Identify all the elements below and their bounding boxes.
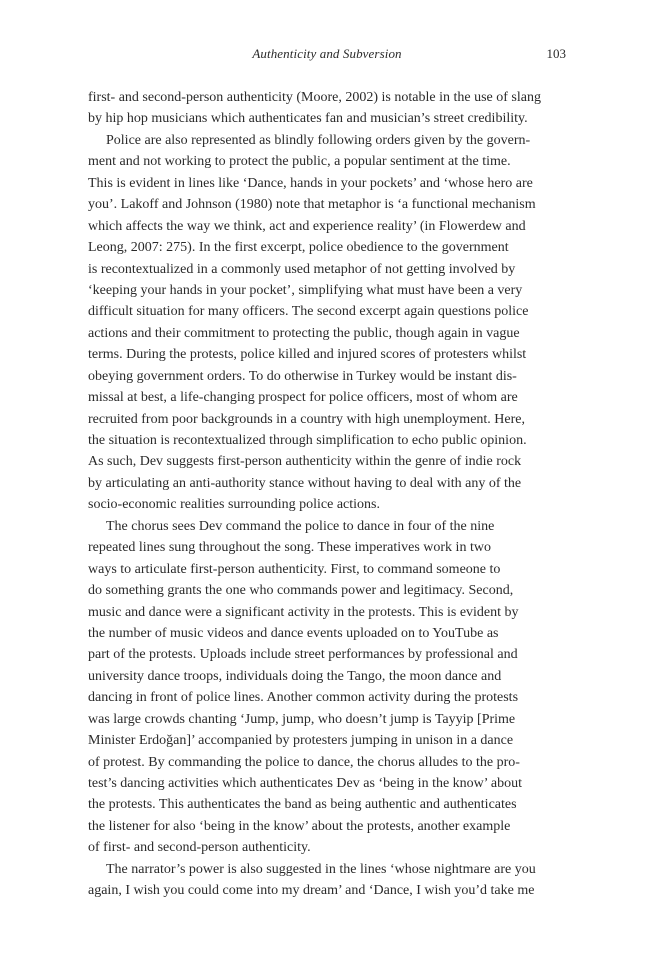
text-line: The chorus sees Dev command the police to dance in four of the nine <box>106 518 495 534</box>
text-line: the situation is recontextualized through simplification to echo public opinion. <box>88 433 527 448</box>
text-line: music and dance were a significant activity in the protests. This is evident by <box>88 604 519 620</box>
text-line: which affects the way we think, act and experience reality’ (in Flowerdew and <box>88 218 526 234</box>
text-line: obeying government orders. To do otherwise in Turkey would be instant dis- <box>88 368 517 384</box>
text-line: the listener for also ‘being in the know’ about the protests, another example <box>88 818 511 834</box>
text-line: socio-economic realities surrounding police actions. <box>88 497 380 513</box>
text-line: test’s dancing activities which authenticates Dev as ‘being in the know’ about <box>88 776 523 791</box>
body-text <box>88 87 566 902</box>
text-line: of protest. By commanding the police to dance, the chorus alludes to the pro- <box>88 754 520 770</box>
text-line: recruited from poor backgrounds in a country with high unemployment. Here, <box>88 411 525 427</box>
text-line: university dance troops, individuals doing the Tango, the moon dance and <box>88 668 502 684</box>
text-line: As such, Dev suggests first-person authenticity within the genre of indie rock <box>88 454 522 470</box>
text-line: again, I wish you could come into my dream’ and ‘Dance, I wish you’d take me <box>88 883 535 899</box>
text-line: missal at best, a life-changing prospect for police officers, most of whom are <box>88 390 518 406</box>
text-line: do something grants the one who commands power and legitimacy. Second, <box>88 583 514 599</box>
text-line: repeated lines sung throughout the song. These imperatives work in two <box>88 540 491 556</box>
text-line: ‘keeping your hands in your pocket’, simplifying what must have been a very <box>88 282 523 298</box>
text-line: difficult situation for many officers. The second excerpt again questions police <box>88 304 529 320</box>
text-line: is recontextualized in a commonly used metaphor of not getting involved by <box>88 261 516 277</box>
text-line: the protests. This authenticates the band as being authentic and authenticates <box>88 797 517 813</box>
text-line: Minister Erdoğan]’ accompanied by protesters jumping in unison in a dance <box>88 733 514 749</box>
text-line: of first- and second-person authenticity. <box>88 840 311 856</box>
text-line: part of the protests. Uploads include street performances by professional and <box>88 647 518 663</box>
text-line: Police are also represented as blindly following orders given by the govern- <box>106 132 531 148</box>
text-line: first- and second-person authenticity (Moore, 2002) is notable in the use of slang <box>88 90 541 105</box>
text-line: by articulating an anti-authority stance without having to deal with any of the <box>88 475 522 491</box>
text-line: by hip hop musicians which authenticates fan and musician’s street credibility. <box>88 111 528 127</box>
text-line: The narrator’s power is also suggested in the lines ‘whose nightmare are you <box>106 861 536 877</box>
text-line: actions and their commitment to protecting the public, though again in vague <box>88 325 520 341</box>
text-line: This is evident in lines like ‘Dance, hands in your pockets’ and ‘whose hero are <box>88 175 533 191</box>
text-line: ways to articulate first-person authenticity. First, to command someone to <box>88 561 501 577</box>
text-line: ment and not working to protect the public, a popular sentiment at the time. <box>88 154 511 170</box>
text-line: the number of music videos and dance events uploaded on to YouTube as <box>88 625 499 641</box>
text-line: was large crowds chanting ‘Jump, jump, who doesn’t jump is Tayyip [Prime <box>88 711 516 727</box>
running-title: Authenticity and Subversion <box>252 46 402 61</box>
text-line: dancing in front of police lines. Another common activity during the protests <box>88 690 519 706</box>
text-line: Leong, 2007: 275). In the first excerpt, police obedience to the government <box>88 240 509 256</box>
text-line: you’. Lakoff and Johnson (1980) note that metaphor is ‘a functional mechanism <box>88 197 536 213</box>
page-number: 103 <box>546 46 566 61</box>
text-line: terms. During the protests, police killed and injured scores of protesters whilst <box>88 347 527 363</box>
running-head <box>88 46 566 66</box>
